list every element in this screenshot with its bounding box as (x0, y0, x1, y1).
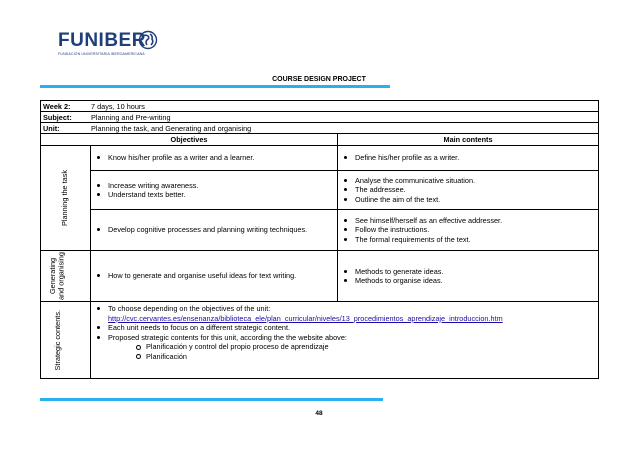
table-row (41, 210, 599, 251)
content-item: Analyse the communicative situation. (341, 176, 595, 186)
table-row (41, 302, 599, 379)
section-generating-label: Generating and organising (47, 252, 65, 300)
document-title: COURSE DESIGN PROJECT (272, 76, 366, 83)
table-header-row (41, 134, 599, 146)
strategic-subitem: Planificación (94, 352, 595, 362)
content-item: Methods to generate ideas. (341, 267, 595, 277)
content-item: Follow the instructions. (341, 225, 595, 235)
content-cell (338, 146, 599, 171)
content-item: Methods to organise ideas. (341, 276, 595, 286)
objective-item: Know his/her profile as a writer and a learner. (94, 153, 334, 163)
content-item: Define his/her profile as a writer. (341, 153, 595, 163)
content-item: The formal requirements of the text. (341, 235, 595, 245)
content-item: See himself/herself as an effective addresser. (341, 216, 595, 226)
content-cell (338, 210, 599, 251)
logo-wordmark: FUNIBER (58, 30, 146, 51)
objective-item: How to generate and organise useful ideas for text writing. (94, 271, 334, 281)
strategic-item: Each unit needs to focus on a different strategic content. (94, 323, 595, 333)
strategic-subitem: Planificación y control del propio proceso de aprendizaje (94, 342, 595, 352)
section-strategic-label: Strategic contents. (52, 309, 62, 371)
globe-icon (138, 30, 158, 50)
main-contents-header: Main contents (338, 134, 599, 146)
objective-cell (91, 251, 338, 302)
week-label: Week 2: (43, 101, 71, 111)
objective-cell (91, 210, 338, 251)
content-item: The addressee. (341, 185, 595, 195)
strategic-contents-cell (91, 302, 599, 379)
section-label-cell (41, 251, 91, 302)
funiber-logo (58, 30, 168, 64)
week-row (41, 101, 599, 112)
subject-label: Subject: (43, 112, 72, 122)
week-value: 7 days, 10 hours (91, 101, 145, 111)
table-row (41, 251, 599, 302)
table-row (41, 171, 599, 210)
table-row (41, 146, 599, 171)
header-rule (40, 85, 390, 88)
footer-rule (40, 398, 383, 401)
section-label-cell (41, 146, 91, 251)
cervantes-link[interactable]: http://cvc.cervantes.es/ensenanza/biblioteca_ele/plan_curricular/niveles/13_procedimientos_aprendizaje_introduccion.htm (108, 313, 503, 323)
content-cell (338, 251, 599, 302)
objectives-header: Objectives (41, 134, 338, 146)
strategic-item: Proposed strategic contents for this unit, according the the website above: (94, 333, 595, 343)
course-plan-table (40, 100, 599, 379)
objective-item: Develop cognitive processes and planning writing techniques. (94, 225, 334, 235)
strategic-item (94, 304, 595, 323)
subject-value: Planning and Pre-writing (91, 112, 171, 122)
unit-row (41, 123, 599, 134)
content-item: Outline the aim of the text. (341, 195, 595, 205)
objective-item: Understand texts better. (94, 190, 334, 200)
page-number: 48 (315, 410, 323, 417)
content-cell (338, 171, 599, 210)
unit-value: Planning the task, and Generating and organising (91, 123, 252, 133)
unit-label: Unit: (43, 123, 60, 133)
objective-cell (91, 171, 338, 210)
subject-row (41, 112, 599, 123)
objective-cell (91, 146, 338, 171)
objective-item: Increase writing awareness. (94, 181, 334, 191)
strategic-item-text: To choose depending on the objectives of the unit: (108, 304, 271, 313)
section-label-cell (41, 302, 91, 379)
logo-tagline: FUNDACIÓN UNIVERSITARIA IBEROAMERICANA (58, 52, 145, 56)
section-planning-label: Planning the task (60, 170, 70, 226)
